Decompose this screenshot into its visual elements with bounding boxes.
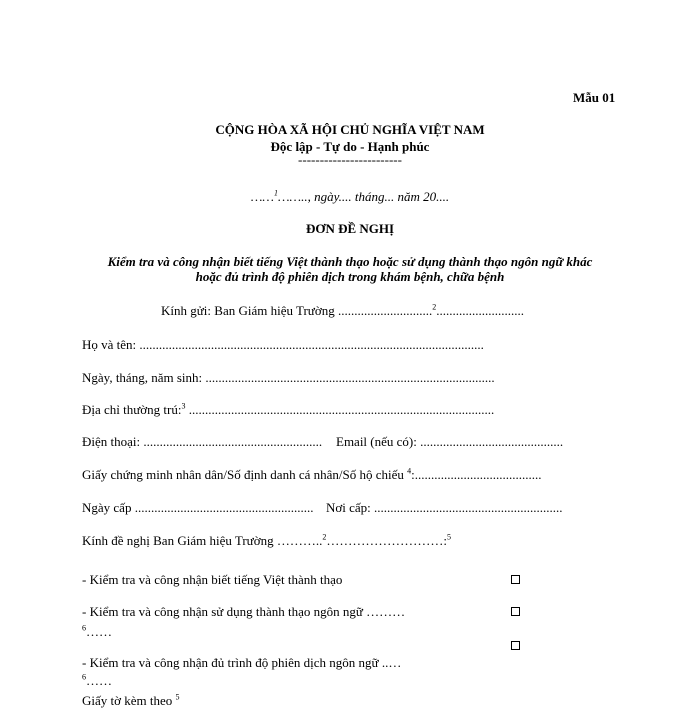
issue-date-field[interactable]: Ngày cấp .......................................................: [82, 500, 314, 515]
form-code: Mẫu 01: [573, 90, 616, 105]
header-divider: ------------------------: [298, 152, 402, 167]
footnote-ref: 6: [82, 623, 86, 633]
option-vietnamese-proficiency: - Kiểm tra và công nhận biết tiếng Việt thành thạo: [82, 572, 343, 587]
issue-place-field[interactable]: Nơi cấp: ..........................................................: [326, 500, 563, 515]
date-of-birth-field[interactable]: Ngày, tháng, năm sinh: .........................................................................................: [82, 370, 495, 385]
footnote-ref: 5: [446, 532, 451, 542]
continuation-dots: ……: [86, 673, 112, 688]
id-label: Giấy chứng minh nhân dân/Số định danh cá nhân/Số hộ chiếu: [82, 467, 404, 482]
recipient-tail: ...........................: [436, 303, 524, 318]
option-other-language-continuation: [82, 624, 112, 640]
recipient-text: Kính gửi: Ban Giám hiệu Trường .............................: [161, 303, 433, 318]
id-document-field[interactable]: [82, 467, 542, 483]
option-other-language-proficiency: - Kiểm tra và công nhận sử dụng thành thạo ngôn ngữ ………: [82, 604, 406, 619]
footnote-ref: 1: [273, 188, 278, 198]
option-interpreter-checkbox[interactable]: [511, 641, 520, 650]
permanent-address-field[interactable]: [82, 402, 494, 418]
footnote-ref: 6: [82, 672, 86, 682]
request-label: Kính đề nghị Ban Giám hiệu Trường ………..: [82, 533, 323, 548]
email-field[interactable]: Email (nếu có): ............................................: [336, 434, 564, 449]
continuation-dots: ……: [86, 624, 112, 639]
footnote-ref: 3: [181, 401, 186, 411]
form-title: ĐƠN ĐỀ NGHỊ: [305, 221, 395, 236]
request-dots: ………………………:: [326, 533, 447, 548]
date-prefix: ……: [250, 189, 274, 204]
full-name-field[interactable]: Họ và tên: ..........................................................................................................: [82, 337, 484, 352]
attachments-line: [82, 693, 180, 709]
footnote-ref: 5: [175, 692, 180, 702]
national-motto: Độc lập - Tự do - Hạnh phúc: [270, 139, 430, 154]
date-line: [0, 189, 700, 205]
id-dots: :.......................................: [411, 467, 542, 482]
footnote-ref: 2: [432, 302, 437, 312]
form-subtitle-line1: Kiểm tra và công nhận biết tiếng Việt thành thạo hoặc sử dụng thành thạo ngôn ngữ khác: [107, 254, 593, 269]
footnote-ref: 4: [407, 466, 412, 476]
attachments-label: Giấy tờ kèm theo: [82, 693, 173, 708]
option-vietnamese-proficiency-checkbox[interactable]: [511, 575, 520, 584]
address-dots: ..............................................................................................: [185, 402, 495, 417]
form-subtitle-line2: hoặc đủ trình độ phiên dịch trong khám bệnh, chữa bệnh: [195, 269, 505, 284]
phone-field[interactable]: Điện thoại: .......................................................: [82, 434, 323, 449]
recipient-line: [161, 303, 524, 319]
country-name: CỘNG HÒA XÃ HỘI CHỦ NGHĨA VIỆT NAM: [215, 122, 485, 137]
date-suffix: …….., ngày.... tháng... năm 20....: [277, 189, 450, 204]
option-other-language-proficiency-checkbox[interactable]: [511, 607, 520, 616]
footnote-ref: 2: [322, 532, 327, 542]
address-label: Địa chỉ thường trú:: [82, 402, 182, 417]
option-interpreter-continuation: [82, 673, 112, 689]
request-line: [82, 533, 451, 549]
option-interpreter-qualification: - Kiểm tra và công nhận đủ trình độ phiên dịch ngôn ngữ ..…: [82, 655, 402, 670]
